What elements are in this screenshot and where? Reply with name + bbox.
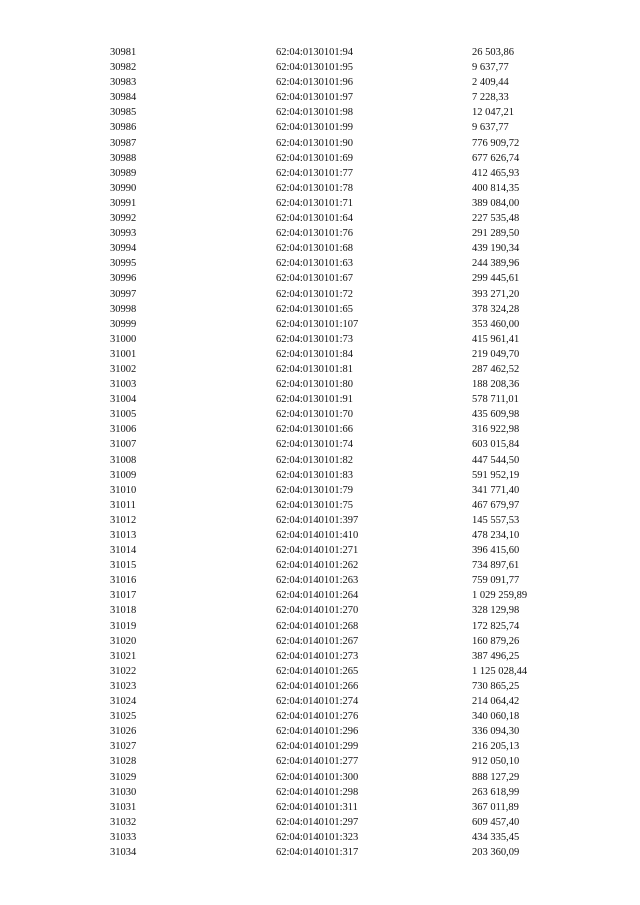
cadastral-number: 62:04:0130101:68 [276, 243, 354, 255]
row-number: 30991 [110, 197, 137, 209]
row-number: 31033 [110, 831, 137, 843]
cadastral-number: 62:04:0130101:99 [276, 122, 354, 134]
row-number: 30992 [110, 213, 137, 225]
cadastral-number: 62:04:0140101:323 [276, 831, 359, 843]
cadastral-number: 62:04:0130101:64 [276, 213, 354, 225]
cadastral-number: 62:04:0130101:94 [276, 47, 354, 58]
row-number: 31014 [110, 545, 137, 557]
row-number: 31023 [110, 680, 137, 692]
amount-value: 393 271,20 [472, 288, 520, 300]
row-number: 31019 [110, 620, 137, 632]
amount-value: 609 457,40 [472, 816, 520, 828]
cadastral-number: 62:04:0140101:274 [276, 696, 359, 708]
amount-value: 434 335,45 [472, 831, 520, 843]
cadastral-number: 62:04:0140101:397 [276, 514, 359, 526]
amount-value: 734 897,61 [472, 560, 520, 572]
cadastral-number: 62:04:0140101:311 [276, 801, 358, 813]
amount-value: 1 125 028,44 [472, 665, 528, 677]
cadastral-number: 62:04:0140101:300 [276, 771, 359, 783]
table-row [0, 181, 640, 196]
amount-value: 400 814,35 [472, 182, 520, 194]
table-row [0, 619, 640, 634]
cadastral-number: 62:04:0130101:91 [276, 394, 354, 406]
table-row [0, 694, 640, 709]
amount-value: 578 711,01 [472, 394, 519, 406]
table-row [0, 573, 640, 588]
cadastral-number: 62:04:0140101:267 [276, 635, 359, 647]
table-row [0, 422, 640, 437]
cadastral-number: 62:04:0130101:63 [276, 258, 354, 270]
cadastral-number: 62:04:0130101:82 [276, 454, 354, 466]
table-row [0, 588, 640, 603]
amount-value: 336 094,30 [472, 726, 520, 738]
table-row [0, 558, 640, 573]
amount-value: 227 535,48 [472, 213, 520, 225]
amount-value: 216 205,13 [472, 741, 520, 753]
row-number: 31026 [110, 726, 137, 738]
amount-value: 759 091,77 [472, 575, 520, 587]
amount-value: 387 496,25 [472, 650, 520, 662]
table-row [0, 800, 640, 815]
amount-value: 389 084,00 [472, 197, 520, 209]
cadastral-number: 62:04:0140101:270 [276, 605, 359, 617]
table-row [0, 483, 640, 498]
amount-value: 244 389,96 [472, 258, 520, 270]
table-row [0, 287, 640, 302]
cadastral-number: 62:04:0130101:77 [276, 167, 354, 179]
table-row [0, 649, 640, 664]
row-number: 31024 [110, 696, 137, 708]
table-row [0, 603, 640, 618]
row-number: 30985 [110, 107, 137, 119]
cadastral-number: 62:04:0140101:265 [276, 665, 359, 677]
table-row [0, 75, 640, 90]
cadastral-number: 62:04:0130101:84 [276, 348, 354, 360]
cadastral-number: 62:04:0130101:70 [276, 409, 354, 421]
amount-value: 412 465,93 [472, 167, 520, 179]
row-number: 31029 [110, 771, 137, 783]
cadastral-number: 62:04:0140101:271 [276, 545, 359, 557]
amount-value: 145 557,53 [472, 514, 520, 526]
cadastral-number: 62:04:0130101:76 [276, 228, 354, 240]
amount-value: 9 637,77 [472, 122, 509, 134]
table-row [0, 513, 640, 528]
amount-value: 26 503,86 [472, 47, 514, 58]
amount-value: 188 208,36 [472, 379, 520, 391]
table-row [0, 317, 640, 332]
table-row [0, 679, 640, 694]
cadastral-number: 62:04:0130101:78 [276, 182, 354, 194]
cadastral-number: 62:04:0140101:262 [276, 560, 359, 572]
row-number: 31017 [110, 590, 137, 602]
table-row [0, 45, 640, 60]
cadastral-number: 62:04:0130101:75 [276, 499, 354, 511]
row-number: 30981 [110, 47, 137, 58]
row-number: 31005 [110, 409, 137, 421]
amount-value: 730 865,25 [472, 680, 520, 692]
row-number: 31002 [110, 363, 137, 375]
row-number: 31030 [110, 786, 137, 798]
amount-value: 203 360,09 [472, 846, 520, 858]
row-number: 30987 [110, 137, 137, 149]
row-number: 30996 [110, 273, 137, 285]
amount-value: 396 415,60 [472, 545, 520, 557]
table-row [0, 468, 640, 483]
amount-value: 172 825,74 [472, 620, 520, 632]
amount-value: 353 460,00 [472, 318, 520, 330]
row-number: 31000 [110, 333, 137, 345]
cadastral-number: 62:04:0140101:297 [276, 816, 359, 828]
amount-value: 341 771,40 [472, 484, 520, 496]
amount-value: 478 234,10 [472, 530, 520, 541]
amount-value: 677 626,74 [472, 152, 520, 164]
cadastral-number: 62:04:0130101:95 [276, 62, 354, 74]
cadastral-number: 62:04:0140101:298 [276, 786, 359, 798]
row-number: 31012 [110, 514, 137, 526]
cadastral-number: 62:04:0130101:83 [276, 469, 354, 481]
amount-value: 447 544,50 [472, 454, 520, 466]
row-number: 31009 [110, 469, 137, 481]
cadastral-number: 62:04:0140101:410 [276, 530, 359, 541]
table-row [0, 770, 640, 785]
table-row [0, 211, 640, 226]
cadastral-number: 62:04:0140101:277 [276, 756, 359, 768]
row-number: 30994 [110, 243, 137, 255]
amount-value: 316 922,98 [472, 424, 520, 436]
row-number: 31021 [110, 650, 137, 662]
table-row [0, 785, 640, 800]
table-row [0, 634, 640, 649]
amount-value: 776 909,72 [472, 137, 520, 149]
cadastral-number: 62:04:0140101:317 [276, 846, 359, 858]
amount-value: 219 049,70 [472, 348, 520, 360]
row-number: 30989 [110, 167, 137, 179]
row-number: 31034 [110, 846, 137, 858]
table-row [0, 302, 640, 317]
row-number: 30984 [110, 92, 137, 104]
table-row [0, 362, 640, 377]
table-row [0, 90, 640, 105]
data-table [0, 45, 640, 860]
cadastral-number: 62:04:0130101:74 [276, 439, 354, 451]
row-number: 31022 [110, 665, 137, 677]
amount-value: 591 952,19 [472, 469, 520, 481]
table-row [0, 256, 640, 271]
row-number: 30993 [110, 228, 137, 240]
row-number: 31007 [110, 439, 137, 451]
table-row [0, 392, 640, 407]
row-number: 31015 [110, 560, 137, 572]
cadastral-number: 62:04:0130101:98 [276, 107, 354, 119]
table-row [0, 151, 640, 166]
amount-value: 888 127,29 [472, 771, 520, 783]
cadastral-number: 62:04:0140101:264 [276, 590, 359, 602]
table-row [0, 845, 640, 860]
row-number: 31032 [110, 816, 137, 828]
amount-value: 7 228,33 [472, 92, 509, 104]
row-number: 30995 [110, 258, 137, 270]
amount-value: 415 961,41 [472, 333, 520, 345]
row-number: 30990 [110, 182, 137, 194]
table-row [0, 166, 640, 181]
row-number: 31013 [110, 530, 137, 541]
cadastral-number: 62:04:0130101:79 [276, 484, 354, 496]
table-row [0, 664, 640, 679]
row-number: 31031 [110, 801, 137, 813]
row-number: 31016 [110, 575, 137, 587]
row-number: 31003 [110, 379, 137, 391]
table-row [0, 543, 640, 558]
row-number: 31008 [110, 454, 137, 466]
amount-value: 1 029 259,89 [472, 590, 528, 602]
amount-value: 367 011,89 [472, 801, 519, 813]
row-number: 30999 [110, 318, 137, 330]
row-number: 31027 [110, 741, 137, 753]
row-number: 30986 [110, 122, 137, 134]
cadastral-number: 62:04:0130101:67 [276, 273, 354, 285]
row-number: 31001 [110, 348, 137, 360]
table-row [0, 105, 640, 120]
table-row [0, 226, 640, 241]
row-number: 30983 [110, 77, 137, 89]
amount-value: 603 015,84 [472, 439, 520, 451]
cadastral-number: 62:04:0130101:65 [276, 303, 354, 315]
table-row [0, 120, 640, 135]
cadastral-number: 62:04:0130101:80 [276, 379, 354, 391]
row-number: 31018 [110, 605, 137, 617]
amount-value: 9 637,77 [472, 62, 509, 74]
table-row [0, 830, 640, 845]
table-row [0, 709, 640, 724]
amount-value: 214 064,42 [472, 696, 520, 708]
amount-value: 439 190,34 [472, 243, 520, 255]
amount-value: 2 409,44 [472, 77, 509, 89]
row-number: 31028 [110, 756, 137, 768]
table-row [0, 196, 640, 211]
row-number: 31004 [110, 394, 137, 406]
cadastral-number: 62:04:0130101:66 [276, 424, 354, 436]
cadastral-number: 62:04:0130101:90 [276, 137, 354, 149]
cadastral-number: 62:04:0140101:263 [276, 575, 359, 587]
cadastral-number: 62:04:0130101:73 [276, 333, 354, 345]
table-row [0, 377, 640, 392]
cadastral-number: 62:04:0130101:97 [276, 92, 354, 104]
amount-value: 328 129,98 [472, 605, 520, 617]
cadastral-number: 62:04:0130101:72 [276, 288, 354, 300]
table-row [0, 739, 640, 754]
row-number: 30997 [110, 288, 137, 300]
cadastral-number: 62:04:0140101:273 [276, 650, 359, 662]
amount-value: 263 618,99 [472, 786, 520, 798]
table-row [0, 724, 640, 739]
cadastral-number: 62:04:0140101:299 [276, 741, 359, 753]
row-number: 31010 [110, 484, 137, 496]
amount-value: 160 879,26 [472, 635, 520, 647]
table-row [0, 136, 640, 151]
row-number: 31020 [110, 635, 137, 647]
table-row [0, 437, 640, 452]
amount-value: 287 462,52 [472, 363, 520, 375]
cadastral-number: 62:04:0140101:268 [276, 620, 359, 632]
cadastral-number: 62:04:0130101:107 [276, 318, 359, 330]
amount-value: 912 050,10 [472, 756, 520, 768]
table-row [0, 60, 640, 75]
amount-value: 299 445,61 [472, 273, 520, 285]
row-number: 31025 [110, 711, 137, 723]
row-number: 30998 [110, 303, 137, 315]
table-row [0, 528, 640, 543]
cadastral-number: 62:04:0140101:276 [276, 711, 359, 723]
row-number: 30988 [110, 152, 137, 164]
row-number: 30982 [110, 62, 137, 74]
table-row [0, 453, 640, 468]
cadastral-number: 62:04:0140101:266 [276, 680, 359, 692]
cadastral-number: 62:04:0130101:96 [276, 77, 354, 89]
row-number: 31011 [110, 499, 136, 511]
table-row [0, 498, 640, 513]
cadastral-number: 62:04:0130101:71 [276, 197, 354, 209]
amount-value: 12 047,21 [472, 107, 514, 119]
cadastral-number: 62:04:0130101:81 [276, 363, 354, 375]
amount-value: 291 289,50 [472, 228, 520, 240]
amount-value: 340 060,18 [472, 711, 520, 723]
amount-value: 435 609,98 [472, 409, 520, 421]
cadastral-number: 62:04:0140101:296 [276, 726, 359, 738]
table-row [0, 815, 640, 830]
table-row [0, 407, 640, 422]
row-number: 31006 [110, 424, 137, 436]
table-row [0, 332, 640, 347]
table-row [0, 754, 640, 769]
amount-value: 467 679,97 [472, 499, 520, 511]
table-row [0, 241, 640, 256]
amount-value: 378 324,28 [472, 303, 520, 315]
table-row [0, 271, 640, 286]
cadastral-number: 62:04:0130101:69 [276, 152, 354, 164]
table-row [0, 347, 640, 362]
